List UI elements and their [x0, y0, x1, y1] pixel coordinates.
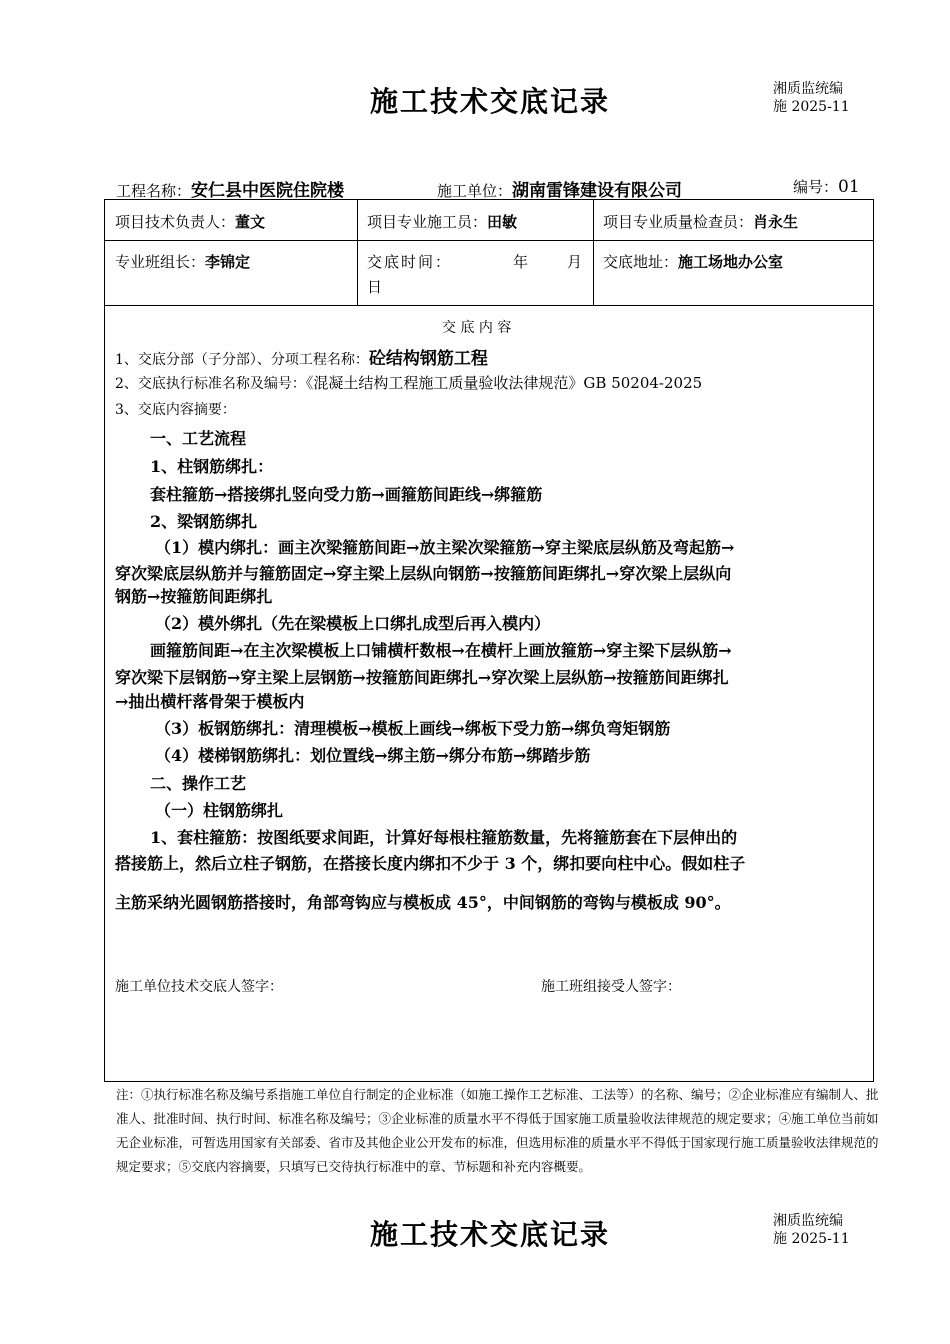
form-code-line2: 施 2025-11: [773, 99, 850, 115]
content-line: 1、柱钢筋绑扎：: [150, 457, 274, 476]
construction-unit-label: 施工单位：: [437, 182, 513, 200]
project-name-label: 工程名称：: [116, 182, 192, 200]
sign-right-label: 施工班组接受人签字：: [541, 979, 681, 995]
sign-left-label: 施工单位技术交底人签字：: [115, 979, 283, 995]
record-number: 01: [838, 177, 860, 197]
content-line: 2、梁钢筋绑扎: [150, 512, 258, 531]
form-code-repeat-line1: 湘质监统编: [773, 1213, 843, 1229]
item2-label: 2、交底执行标准名称及编号：: [115, 376, 306, 392]
content-line: （1）模内绑扎：画主次梁箍筋间距→放主梁次梁箍筋→穿主梁底层纵筋及弯起筋→: [155, 538, 735, 557]
record-number-row: [793, 176, 860, 197]
content-line: 1、套柱箍筋：按图纸要求间距，计算好每根柱箍筋数量，先将箍筋套在下层伸出的: [150, 828, 738, 847]
content-line: 钢筋→按箍筋间距绑扎: [115, 587, 273, 606]
page-title: 施工技术交底记录: [370, 85, 611, 118]
item1: [115, 344, 488, 369]
tech-lead: 董文: [235, 213, 266, 231]
construction-unit: 湖南雷锋建设有限公司: [512, 181, 683, 201]
project-name: 安仁县中医院住院楼: [191, 181, 345, 201]
tech-lead-label: 项目技术负责人：: [115, 213, 236, 231]
item2: [115, 372, 702, 393]
content-line: 画箍筋间距→在主次梁模板上口铺横杆数根→在横杆上画放箍筋→穿主梁下层纵筋→: [150, 641, 732, 660]
worker: 田敏: [487, 213, 518, 231]
content-heading: 交 底 内 容: [442, 320, 512, 336]
item1-value: 砼结构钢筋工程: [368, 349, 488, 369]
form-code-line1: 湘质监统编: [773, 81, 843, 97]
team-lead-cell: [115, 251, 250, 272]
footnote: 注：①执行标准名称及编号系指施工单位自行制定的企业标准（如施工操作工艺标准、工法等）的名称、编号；②企业标准应有编制人、批准人、批准时间、执行时间、标准名称及编号；③企业标准的质量水平不得低于国家施工质量验收法律规范的规定要求；④施工单位当前如无企业标准，可暂选用国家有关部委、省市及其他企业公开发布的标准，但选用标准的质量水平不得低于国家现行施工质量验收法律规范的规定要求；⑤交底内容摘要，只填写已交待执行标准中的章、节标题和补充内容概要。: [116, 1087, 879, 1174]
inspector-label: 项目专业质量检查员：: [603, 213, 754, 231]
project-name-row: [116, 176, 344, 201]
content-line: 一、工艺流程: [150, 429, 247, 448]
construction-unit-row: [437, 176, 682, 201]
item3-label: 3、交底内容摘要：: [115, 402, 236, 418]
content-line: 二、操作工艺: [150, 774, 247, 793]
time-month: 月: [567, 253, 583, 271]
content-line: 穿次梁底层纵筋并与箍筋固定→穿主梁上层纵向钢筋→按箍筋间距绑扎→穿次梁上层纵向: [115, 564, 732, 583]
record-number-label: 编号：: [793, 178, 839, 196]
worker-label: 项目专业施工员：: [367, 213, 488, 231]
time-year: 年: [513, 253, 529, 271]
time-label: 交底时间：: [367, 253, 453, 271]
content-line: （3）板钢筋绑扎：清理模板→模板上画线→绑板下受力筋→绑负弯矩钢筋: [155, 719, 671, 738]
address-label: 交底地址：: [603, 253, 679, 271]
tech-lead-cell: [115, 211, 265, 232]
team-lead: 李锦定: [205, 253, 251, 271]
content-line: 搭接筋上，然后立柱子钢筋，在搭接长度内绑扣不少于 3 个，绑扣要向柱中心。假如柱子: [115, 854, 746, 873]
inspector: 肖永生: [753, 213, 799, 231]
form-code-repeat-line2: 施 2025-11: [773, 1231, 850, 1247]
record-table: [104, 199, 874, 1082]
content-line: →抽出横杆落骨架于模板内: [115, 692, 305, 711]
item1-label: 1、交底分部（子分部）、分项工程名称：: [115, 352, 369, 368]
content-line: 穿次梁下层钢筋→穿主梁上层钢筋→按箍筋间距绑扎→穿次梁上层纵筋→按箍筋间距绑扎: [115, 668, 729, 687]
page-title-repeat: 施工技术交底记录: [370, 1218, 611, 1251]
address: 施工场地办公室: [678, 253, 784, 271]
time-day: 日: [367, 278, 383, 296]
content-line: （一）柱钢筋绑扎: [155, 801, 284, 820]
content-line: （2）模外绑扎（先在梁模板上口绑扎成型后再入模内）: [155, 614, 551, 633]
content-line: 主筋采纳光圆钢筋搭接时，角部弯钩应与模板成 45°，中间钢筋的弯钩与模板成 90°。: [115, 893, 731, 912]
content-line: （4）楼梯钢筋绑扎：划位置线→绑主筋→绑分布筋→绑踏步筋: [155, 746, 591, 765]
item2-value: 《混凝土结构工程施工质量验收法律规范》GB 50204-2025: [305, 374, 703, 392]
team-lead-label: 专业班组长：: [115, 253, 206, 271]
inspector-cell: [603, 211, 798, 232]
worker-cell: [367, 211, 517, 232]
address-cell: [603, 251, 783, 272]
content-line: 套柱箍筋→搭接绑扎竖向受力筋→画箍筋间距线→绑箍筋: [150, 485, 543, 504]
